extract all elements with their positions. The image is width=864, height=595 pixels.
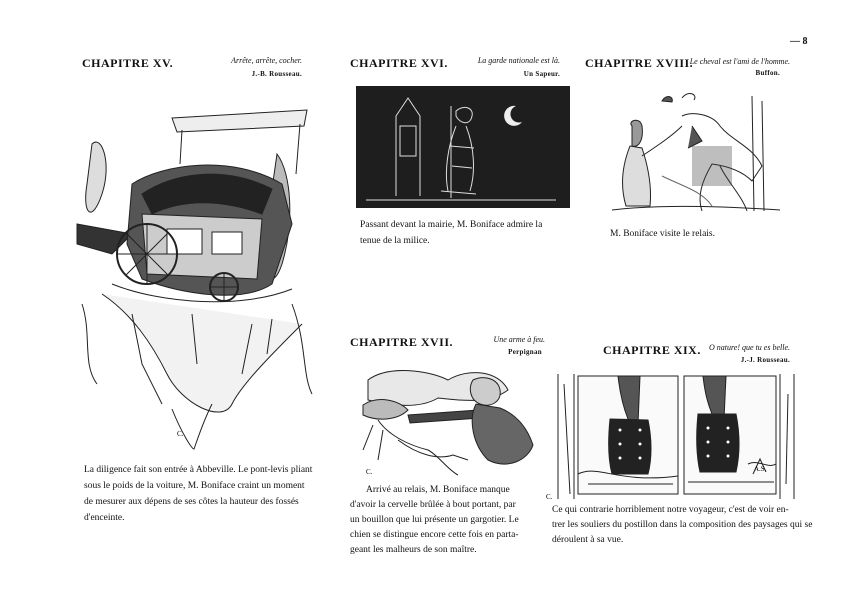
chapter-15-caption-line-4: d'enceinte. xyxy=(84,513,125,523)
signature-19-as: A.S. xyxy=(754,465,767,473)
chapter-16-caption-line-1: Passant devant la mairie, M. Boniface admire la xyxy=(360,220,543,230)
chapter-18-title: CHAPITRE XVIII. xyxy=(585,56,694,70)
chapter-17-title: CHAPITRE XVII. xyxy=(350,335,454,349)
chapter-15-author: J.-B. Rousseau. xyxy=(251,70,302,78)
chapter-15-epigraph: Arrête, arrête, cocher. xyxy=(231,56,302,65)
chapter-15-caption-line-3: de mesurer aux dépens de ses côtes la hauteur des fossés xyxy=(84,497,299,507)
signature-15: C. xyxy=(177,430,184,438)
illustration-postillon-boots xyxy=(548,364,806,504)
chapter-19-caption-line-3: déroulent à sa vue. xyxy=(552,535,624,545)
signature-17: C. xyxy=(366,468,373,476)
chapter-16-author: Un Sapeur. xyxy=(523,70,560,78)
chapter-19-caption-line-1: Ce qui contrarie horriblement notre voyageur, c'est de voir en- xyxy=(552,505,789,515)
illustration-smoking-pistol xyxy=(358,360,540,480)
chapter-18-caption-line-1: M. Boniface visite le relais. xyxy=(610,229,715,239)
chapter-16-caption-line-2: tenue de la milice. xyxy=(360,236,430,246)
chapter-17-caption-line-2: d'avoir la cervelle brûlée à bout portant, par xyxy=(350,500,516,510)
page-number-prefix: — xyxy=(790,36,800,47)
chapter-17-caption-line-1: Arrivé au relais, M. Boniface manque xyxy=(366,485,510,495)
chapter-19-caption xyxy=(552,503,814,548)
chapter-18-caption xyxy=(610,226,750,242)
page-number-value: 8 xyxy=(802,36,808,47)
chapter-17-caption xyxy=(350,483,530,558)
chapter-19-caption-line-2: trer les souliers du postillon dans la composition des paysages qui se xyxy=(552,520,813,530)
chapter-15-title: CHAPITRE XV. xyxy=(82,56,174,70)
illustration-diligence-drawbridge xyxy=(72,104,322,449)
chapter-16-epigraph: La garde nationale est là. xyxy=(477,56,560,65)
illustration-horse-kick xyxy=(602,86,782,218)
page-number xyxy=(790,36,808,47)
chapter-17-epigraph: Une arme à feu. xyxy=(493,335,545,344)
chapter-15-caption-line-1: La diligence fait son entrée à Abbeville. Le pont-levis pliant xyxy=(84,465,313,475)
chapter-19-epigraph: O nature! que tu es belle. xyxy=(708,343,790,352)
illustration-sentry-night xyxy=(356,86,570,208)
signature-19-c: C. xyxy=(546,493,553,501)
chapter-15-caption-line-2: sous le poids de la voiture, M. Boniface craint un moment xyxy=(84,481,305,491)
chapter-19-title: CHAPITRE XIX. xyxy=(603,343,701,357)
chapter-16-title: CHAPITRE XVI. xyxy=(350,56,448,70)
chapter-17-caption-line-4: chien se distingue encore cette fois en parta- xyxy=(350,530,519,540)
chapter-19-author: J.-J. Rousseau. xyxy=(740,356,790,364)
chapter-18-epigraph: Le cheval est l'ami de l'homme. xyxy=(689,57,790,66)
chapter-15-caption xyxy=(84,462,324,526)
chapter-16-caption xyxy=(360,217,572,249)
chapter-17-caption-line-5: geant les malheurs de son maître. xyxy=(350,545,477,555)
chapter-17-author: Perpignan xyxy=(508,348,542,356)
chapter-17-caption-line-3: un bouillon que lui présente un gargotier. Le xyxy=(350,515,519,525)
chapter-18-author: Buffon. xyxy=(755,69,780,77)
